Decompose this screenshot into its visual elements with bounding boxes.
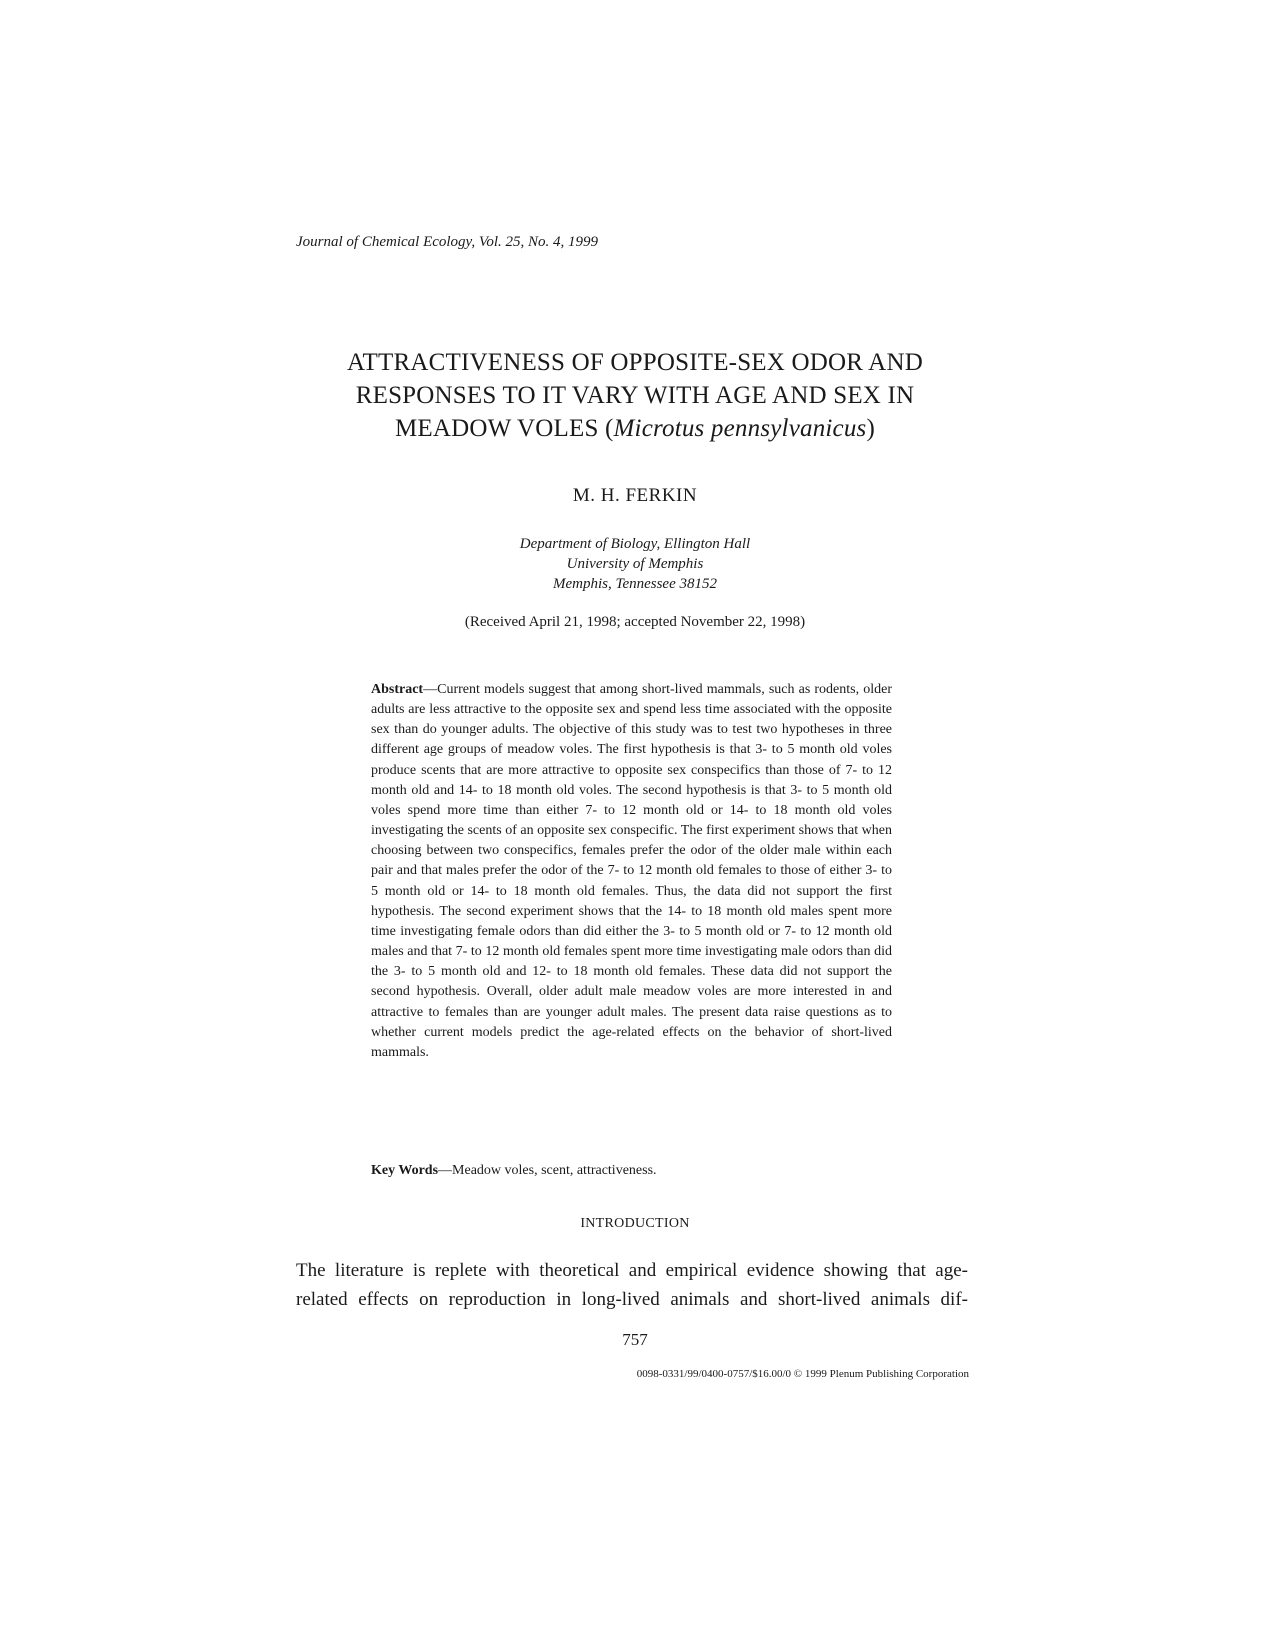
page-number: 757 (622, 1330, 648, 1349)
introduction-body (296, 1256, 968, 1314)
author-name: M. H. FERKIN (572, 485, 698, 506)
abstract-text: —Current models suggest that among short-lived mammals, such as rodents, older adults are less attractive to the opposite sex and spend less time associated with the opposite sex than do younger adults. The objective of this study was to test two hypotheses in three different age groups of meadow voles. The first hypothesis is that 3- to 5 month old voles produce scents that are more attractive to opposite sex conspecifics than those of 7- to 12 month old and 14- to 18 month old voles. The second hypothesis is that 3- to 5 month old voles spend more time than either 7- to 12 month old or 14- to 18 month old voles investigating the scents of an opposite sex conspecific. The first experiment shows that when choosing between two conspecifics, females prefer the odor of the older male within each pair and that males prefer the odor of the 7- to 12 month old females to those of either 3- to 5 month old or 14- to 18 month old females. Thus, the data did not support the first hypothesis. The second experiment shows that the 14- to 18 month old males spent more time investigating female odors than did either the 3- to 5 month old or 7- to 12 month old males and that 7- to 12 month old females spent more time investigating male odors than did the 3- to 5 month old and 12- to 18 month old females. These data did not support the second hypothesis. Overall, older adult male meadow voles are more interested in and attractive to females than are younger adult males. The present data raise questions as to whether current models predict the age-related effects on the behavior of short-lived mammals. (371, 682, 892, 1060)
title-line-3-prefix: MEADOW VOLES ( (394, 415, 614, 442)
title-line-2: RESPONSES TO IT VARY WITH AGE AND SEX IN (355, 382, 915, 409)
key-words-label: Key Words (371, 1163, 439, 1178)
title-line-1: ATTRACTIVENESS OF OPPOSITE-SEX ODOR AND (347, 349, 923, 376)
key-words (371, 1163, 892, 1179)
introduction-heading: INTRODUCTION (580, 1216, 690, 1231)
affiliation-line-2: University of Memphis (566, 556, 704, 572)
abstract (371, 680, 892, 1063)
author-affiliation (240, 534, 1030, 594)
affiliation-line-1: Department of Biology, Ellington Hall (519, 536, 751, 552)
title-line-3 (240, 412, 1030, 445)
journal-citation: Journal of Chemical Ecology, Vol. 25, No. 4, 1999 (296, 234, 599, 250)
title-line-3-suffix: ) (866, 415, 875, 442)
introduction-line-2: related effects on reproduction in long-lived animals and short-lived animals dif- (296, 1289, 968, 1310)
article-title (240, 346, 1030, 445)
abstract-label: Abstract (371, 682, 424, 697)
species-name: Microtus pennsylvanicus (613, 415, 867, 442)
copyright-line: 0098-0331/99/0400-0757/$16.00/0 © 1999 Plenum Publishing Corporation (636, 1368, 969, 1380)
introduction-line-1: The literature is replete with theoretical and empirical evidence showing that age- (296, 1260, 968, 1281)
received-dates: (Received April 21, 1998; accepted November 22, 1998) (464, 614, 806, 630)
key-words-text: —Meadow voles, scent, attractiveness. (438, 1163, 657, 1178)
affiliation-line-3: Memphis, Tennessee 38152 (552, 576, 717, 592)
